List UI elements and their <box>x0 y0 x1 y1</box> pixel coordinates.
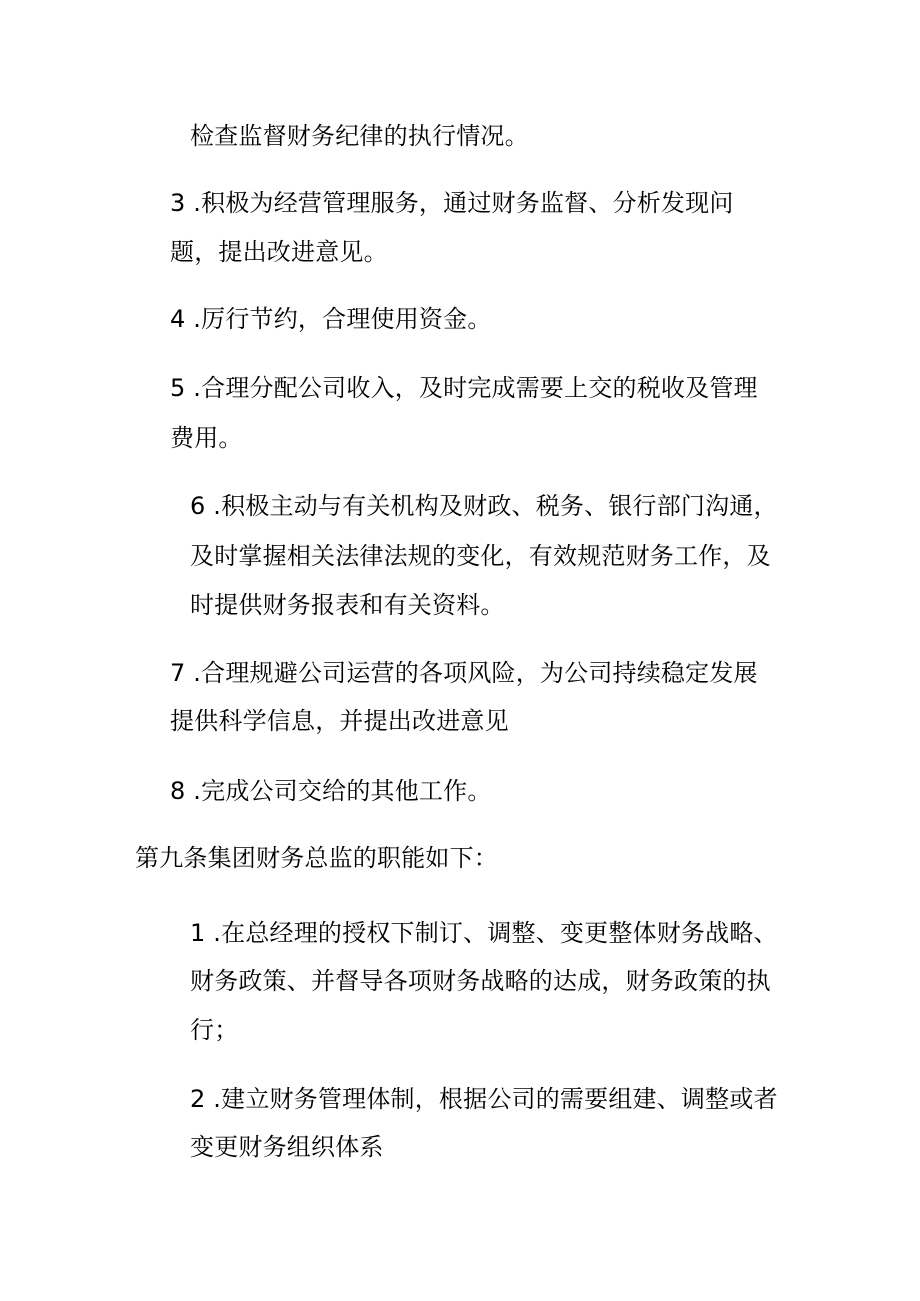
text-line: 检查监督财务纪律的执行情况。 <box>190 122 529 150</box>
text-line: 财务政策、并督导各项财务战略的达成，财务政策的执 <box>190 967 771 995</box>
article-heading: 第九条集团财务总监的职能如下： <box>135 844 498 872</box>
list-item-6: 6 .积极主动与有关机构及财政、税务、银行部门沟通， <box>190 492 778 520</box>
text-line: 费用。 <box>170 424 243 452</box>
list-item-8: 8 .完成公司交给的其他工作。 <box>170 777 492 805</box>
list-item-2: 2 .建立财务管理体制，根据公司的需要组建、调整或者 <box>190 1085 778 1113</box>
list-item-3: 3 .积极为经营管理服务，通过财务监督、分析发现问 <box>170 189 734 217</box>
list-item-1: 1 .在总经理的授权下制订、调整、变更整体财务战略、 <box>190 919 778 947</box>
text-line: 及时掌握相关法律法规的变化，有效规范财务工作，及 <box>190 542 771 570</box>
text-line: 变更财务组织体系 <box>190 1133 384 1161</box>
list-item-4: 4 .厉行节约，合理使用资金。 <box>170 305 492 333</box>
text-line: 题，提出改进意见。 <box>170 238 388 266</box>
list-item-5: 5 .合理分配公司收入，及时完成需要上交的税收及管理 <box>170 374 758 402</box>
text-line: 时提供财务报表和有关资料。 <box>190 591 505 619</box>
list-item-7: 7 .合理规避公司运营的各项风险，为公司持续稳定发展 <box>170 659 758 687</box>
text-line: 行； <box>190 1016 239 1044</box>
text-line: 提供科学信息，并提出改进意见 <box>170 707 509 735</box>
